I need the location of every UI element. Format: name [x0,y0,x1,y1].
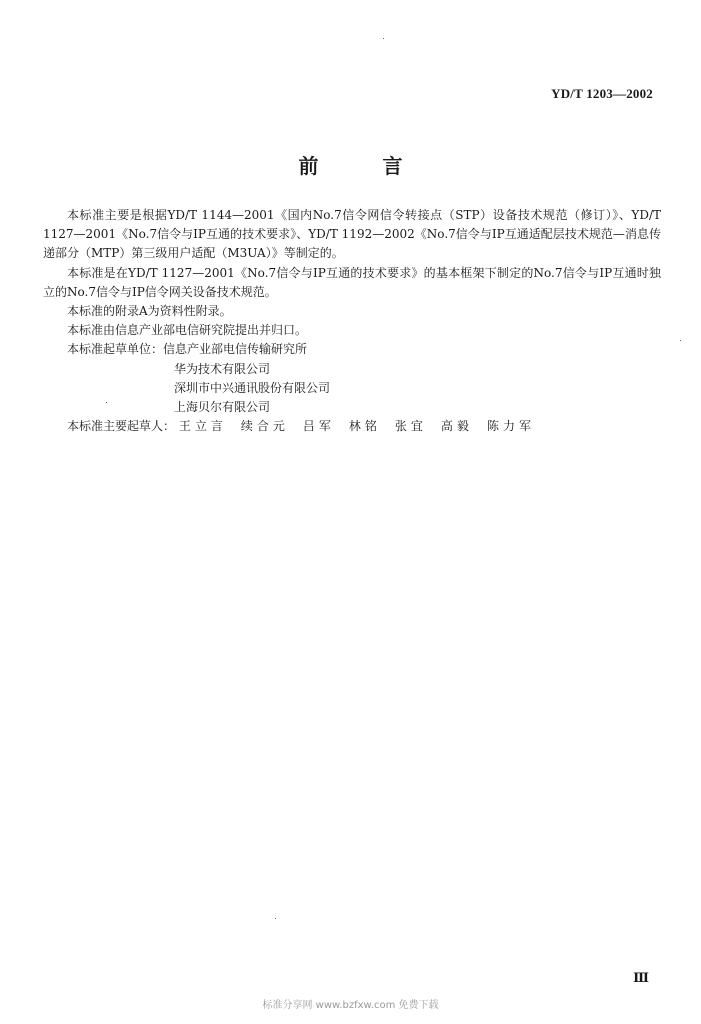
drafting-unit-row [43,379,661,398]
paragraph-proposer: 本标准由信息产业部电信研究院提出并归口。 [67,323,308,338]
foreword-body [43,206,661,436]
drafting-unit: 信息产业部电信传输研究所 [163,342,308,357]
drafter-name: 吕军 [302,419,335,434]
scan-speck [383,38,384,39]
drafting-unit-row [43,398,661,417]
drafters-label: 本标准主要起草人： [67,419,176,434]
drafter-name: 王立言 [178,419,227,434]
drafters-row [43,417,661,436]
paragraph-appendix: 本标准的附录A为资料性附录。 [67,304,232,319]
drafting-units-row [43,340,661,359]
drafter-name: 张宜 [394,419,427,434]
drafter-name: 续合元 [240,419,289,434]
paragraph-basis: 本标准主要是根据YD/T 1144—2001《国内No.7信令网信令转接点（STP）设备技术规范（修订）》、YD/T 1127—2001《No.7信令与IP互通的技术要求》、YD/T 1192—2002《No.7信令与IP互通适配层技术规范—消息传递部分（MTP）第三级用户适配（M3UA）》等制定的。 [43,208,661,261]
watermark-text: 标准分享网 www.bzfxw.com 免费下载 [262,1000,439,1011]
paragraph-framework: 本标准是在YD/T 1127—2001《No.7信令与IP互通的技术要求》的基本框架下制定的No.7信令与IP互通时独立的No.7信令与IP信令网关设备技术规范。 [43,265,661,299]
drafting-unit: 上海贝尔有限公司 [174,400,271,415]
drafting-unit: 华为技术有限公司 [174,361,271,376]
page-number: Ⅲ [633,970,649,985]
drafter-name: 林铭 [348,419,381,434]
drafters-list [179,417,535,436]
drafter-name: 陈力军 [486,419,535,434]
scan-speck [680,340,681,341]
drafting-unit: 深圳市中兴通讯股份有限公司 [174,380,331,395]
drafting-units-label: 本标准起草单位： [67,342,164,357]
drafter-name: 高毅 [440,419,473,434]
scan-speck [275,918,276,919]
standard-code: YD/T 1203—2002 [551,86,653,101]
page-title: 前言 [298,154,467,178]
drafting-unit-row [43,360,661,379]
